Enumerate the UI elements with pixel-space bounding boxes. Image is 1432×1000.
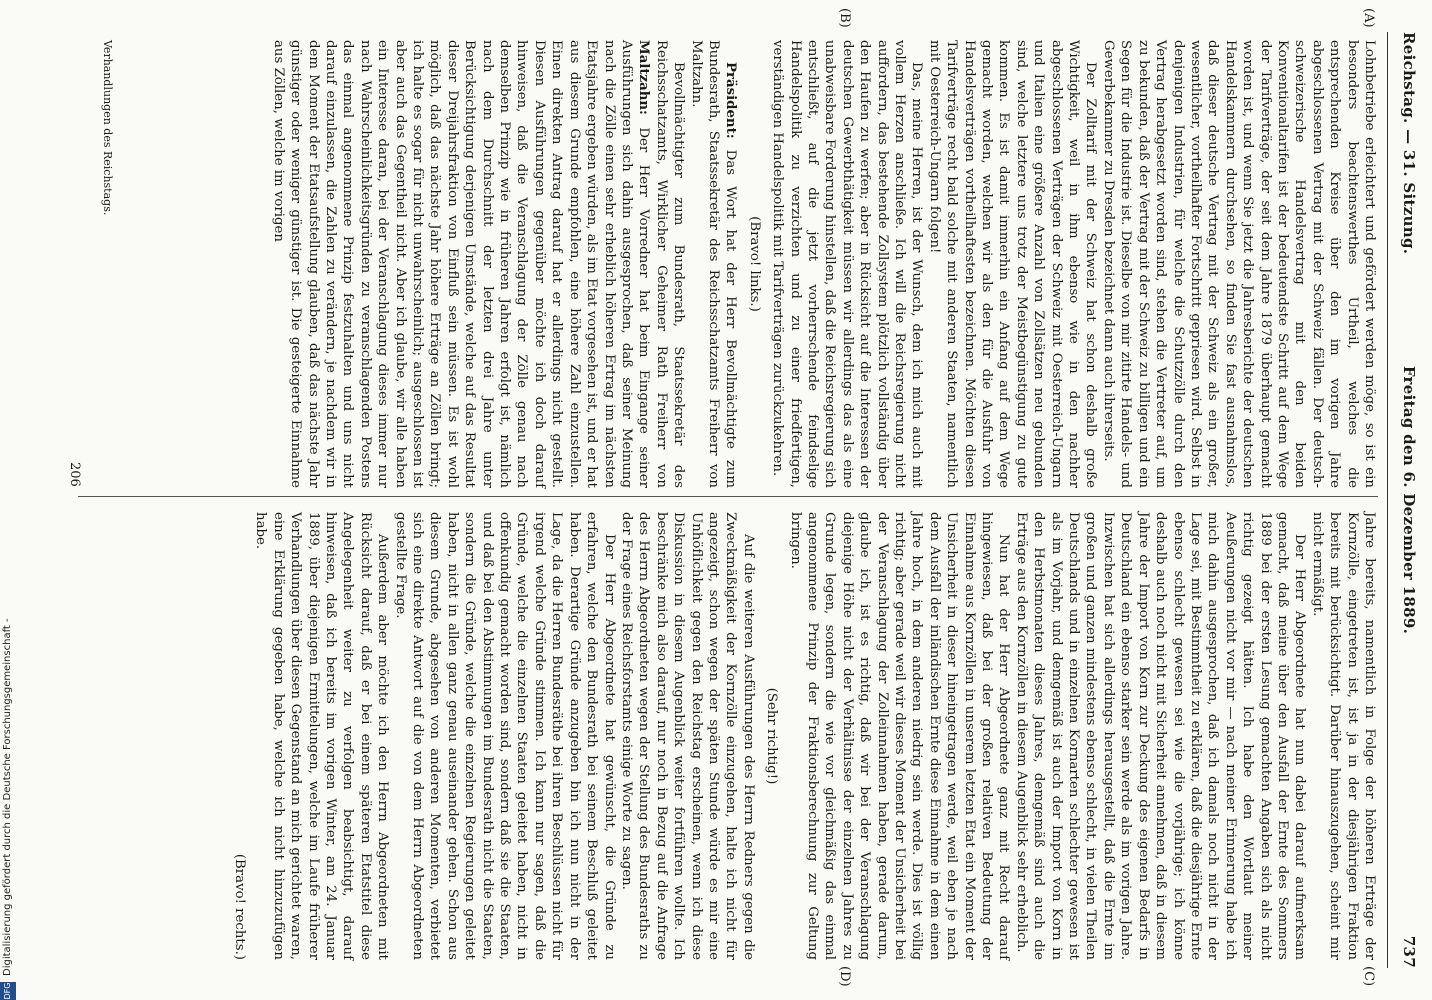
paragraph: Das, meine Herren, ist der Wunsch, dem ich mich auch mit vollem Herzen anschließe. Ich will die Reichsregierung nicht auffordern, das bestehende Zollsystem plötzlich vollständig über den Haufen zu werfen; aber in Rücksicht auf die Interessen der deutschen Gewerbthätigkeit müssen wir allerdings das als eine unabweisbare Forderung hinstellen, daß die Reichsregierung sich entschließt, auf die jetzt vorherrschende feindselige Handelspolitik zu verzichten und zu einer friedfertigen, verständigen Handelspolitik mit Tarifverträgen zurückzukehren. — [770, 40, 925, 488]
dfg-logo: DFG — [0, 982, 16, 1000]
president-text: Das Wort hat der Herr Bevollmächtigte zum Bundesrath, Staatssekretär des Reichsschatzamts Freiherr von Maltzahn. — [688, 40, 739, 489]
footer-signature: Verhandlungen des Reichstags. — [101, 40, 114, 216]
marker-c: (C) — [1361, 966, 1376, 987]
right-column — [227, 512, 1378, 960]
paragraph: Der Herr Abgeordnete hat nun dabei darauf aufmerksam gemacht, daß meine über den Ausfall der Ernte des Sommers 1889 bei der ersten Lesung gemachten Angaben sich als nicht richtig gezeigt hätten. Ich habe den Wortlaut meiner Aeußerungen nicht vor mir — nach meiner Erinnerung habe ich mich dahin ausgesprochen, daß ich damals noch nicht in der Lage sei, mit Bestimmtheit zu erklären, daß die diesjährige Ernte ebenso schlecht gewesen sei wie die vorjährige; ich könne deshalb auch noch nicht mit Sicherheit annehmen, daß in diesem Jahre der Import von Korn zur Deckung des eigenen Bedarfs in Deutschland ein ebenso starker sein werde als im vorigen Jahre. Inzwischen hat sich allerdings herausgestellt, daß die Ernte im großen und ganzen mindestens ebenso schlecht, in vielen Theilen Deutschlands und in einzelnen Kornarten schlechter gewesen ist als im Vorjahr, und demgemäß ist auch der Import von Korn in den Herbstmonaten dieses Jahres, demgemäß sind auch die Erträge aus den Kornzöllen in diesem Augenblick sehr erheblich. — [1013, 512, 1308, 960]
applause: (Bravo! links.) — [746, 216, 762, 312]
paragraph: Lohnbetriebe erleichtert und gefördert werden möge, so ist ein besonders beachtenswerthes Urtheil, welches die entsprechenden Kreise über den im vorigen Jahre abgeschlossenen Vertrag mit der Schweiz fällen. Der deutsch-schweizerische Handelsvertrag mit den beiden Konventionaltarifen ist der bedeutendste Schritt auf dem Wege der Tarifverträge, der seit dem Jahre 1879 überhaupt gemacht worden ist, und wenn Sie jetzt die Jahresberichte der deutschen Handelskammern durchsehen, so finden Sie fast ausnahmslos, daß dieser deutsche Vertrag mit der Schweiz als ein großer, wesentlicher, vortheilhafter Fortschritt gepriesen wird. Selbst in denjenigen Industrien, für welche die Schutzzölle durch den Vertrag herabgesetzt worden sind, stehen die Vertreter auf, um zu bekunden, daß der Vertrag mit der Schweiz zu billigen und ein Segen für die Industrie ist. Dieselbe von mir zitirte Handels- und Gewerbekammer zu Dresden bezeichnet dann auch ihrerseits. — [1100, 40, 1377, 488]
header-page-number: 737 — [1400, 935, 1418, 968]
speaker-text: Der Herr Vorredner hat beim Eingange seiner Ausführungen sich dahin ausgesprochen, daß seiner Meinung nach die Zölle einen sehr erheblich höheren Ertrag im nächsten Etatsjahre ergeben würden, als im Etat vorgesehen ist, und er hat aus diesem Grunde empfohlen, eine höhere Zahl einzustellen. Einen direkten Antrag darauf hat er allerdings nicht gestellt. Diesen Ausführungen gegenüber möchte ich doch darauf hinweisen, daß die Veranschlagung der Zölle genau nach demselben Prinzip wie in früheren Jahren erfolgt ist, nämlich nach dem Durchschnitt der letzten drei Jahre unter Berücksichtigung derjenigen Umstände, welche auf das Resultat dieser Dreijahrsfraktion von Einfluß sein müssen. Es ist wohl möglich, daß das nächste Jahr höhere Erträge an Zöllen bringt; ich halte es sogar für nicht unwahrscheinlich; ausgeschlossen ist aber auch das Gegentheil nicht. Aber ich glaube, wir alle haben ein Interesse daran, bei der Veranschlagung dieses immer nur nach Wahrscheinlichkeitsgründen zu veranschlagenden Postens das einmal angenommene Prinzip festzuhalten und uns nicht darauf einzulassen, die Zahlen zu verändern, je nachdem wir in dem Moment der Etatsaufstellung glauben, daß das nächste Jahr günstiger oder weniger günstiger ist. Die gesteigerte Einnahme aus Zöllen, welche im vorigen — [270, 40, 652, 488]
paragraph: Außerdem aber möchte ich den Herrn Abgeordneten mit Rücksicht darauf, daß er bei einem späteren Etatstitel diese Angelegenheit weiter zu verfolgen beabsichtigt, darauf hinweisen, daß ich bereits im vorigen Winter, am 24. Januar 1889, über diejenigen Ermittelungen, welche im Laufe früherer Verhandlungen über diesen Gegenstand an mich gerichtet waren, eine Erklärung gegeben habe, welche ich nicht hinzuzufügen habe. — [253, 512, 391, 960]
running-header — [1396, 32, 1418, 968]
header-date: Freitag den 6. Dezember 1889. — [1400, 365, 1418, 635]
column-divider — [78, 496, 1378, 497]
paragraph: Der Herr Abgeordnete hat gewünscht, die Gründe zu erfahren, welche den Bundesrath bei seinem Beschluß geleitet haben. Derartige Gründe anzugeben bin ich nun nicht in der Lage, da die Herren Bundesräthe bei ihren Beschlüssen nicht für irgend welche Gründe stimmen. Ich kann nur sagen, daß die Gründe, welche die einzelnen Staaten geleitet haben, nicht in offenkundig gemacht worden sind, sondern daß sie die Staaten, und daß bei den Abstimmungen im Bundesrath nicht die Staaten, sondern die Gründe, welche die einzelnen Regierungen geleitet haben, nicht in allen ganz genau auseinander gehen. Schon aus diesem Grunde, abgesehen von anderen Momenten, verbietet sich eine direkte Antwort auf die von dem Herrn Abgeordneten gestellte Frage. — [392, 512, 617, 960]
speaker-paragraph — [269, 40, 687, 488]
header-left: Reichstag. — 31. Sitzung. — [1400, 32, 1418, 255]
left-column — [269, 40, 1378, 488]
digitization-note: Digitalisierung gefördert durch die Deutsche Forschungsgemeinschaft - — [2, 618, 13, 976]
applause: (Bravo! rechts.) — [232, 853, 247, 960]
marker-a: (A) — [1361, 8, 1376, 28]
page-number: 206 — [67, 462, 82, 487]
side-strip — [0, 0, 28, 1000]
speaker-intro: Bevollmächtigter zum Bundesrath, Staatssekretär des Reichsschatzamts, Wirklicher Geheimer Rath Freiherr von — [653, 40, 687, 488]
speaker-president: Präsident: — [723, 62, 739, 139]
applause: (Sehr richtig!) — [764, 687, 780, 785]
paragraph: Der Zolltarif mit der Schweiz hat schon deshalb große Wichtigkeit, weil in ihm ebenso wie in den nachher abgeschlossenen Verträgen der Schweiz mit Oesterreich-Ungarn und Italien eine größere Anzahl von Zollsätzen neu gebunden sind, welche letztere uns trotz der Meistbegünstigung zu gute kommen. Es ist damit immerhin ein Anfang auf dem Wege gemacht worden, welchen wir als den für die Ausfuhr von Handelsverträgen vortheilhaftesten bezeichnen. Möchten diesen Tarifverträge recht bald solche mit anderen Staaten, namentlich mit Oesterreich-Ungarn folgen! — [926, 40, 1099, 488]
header-rule — [1387, 32, 1388, 968]
marker-b: (B) — [837, 8, 852, 28]
marker-d: (D) — [837, 966, 852, 987]
speaker-name: Maltzahn: — [636, 40, 652, 115]
paragraph: Jahre bereits, namentlich in Folge der höheren Erträge der Kornzölle, eingetreten ist, ist ja in der diesjährigen Fraktion bereits mit berücksichtigt. Darüber hinauszugehen, scheint mir nicht ermäßigt. — [1309, 512, 1377, 960]
president-paragraph — [687, 40, 739, 488]
paragraph: Auf die weiteren Ausführungen des Herrn Redners gegen die Zweckmäßigkeit der Kornzölle einzugehen, halte ich nicht für angezeigt, schon wegen der späten Stunde würde es mir eine Unhöflichkeit gegen den Reichstag erscheinen, wenn ich diese Diskussion in diesem Augenblick weiter fortführen wollte. Ich beschränke mich also darauf, nur noch in Bezug auf die Anfrage des Herrn Abgeordneten wegen der Stellung des Bundesraths zu der Frage eines Reichsforstamts einige Worte zu sagen. — [618, 512, 756, 960]
paragraph: Nun hat der Herr Abgeordnete ganz mit Recht darauf hingewiesen, daß bei der großen relativen Bedeutung der Einnahme aus Kornzöllen in unserem letzten Etat ein Moment der Unsicherheit in dieser hineingetragen werde, weil eben je nach dem Ausfall der inländischen Ernte diese Einnahme in dem einen Jahre hoch, in dem anderen niedrig sein werde. Dies ist völlig richtig; aber gerade weil wir dieses Moment der Unsicherheit bei der Veranschlagung der Zolleinnahmen haben, gerade darum, glaube ich, ist es richtig, daß wir bei der Veranschlagung diejenige Höhe nicht der Verhältnisse der einzelnen Jahres zu Grunde legen, sondern die wie vor gleichmäßig das einmal angenommene Prinzip der Fraktionsberechnung zur Geltung bringen. — [787, 512, 1012, 960]
